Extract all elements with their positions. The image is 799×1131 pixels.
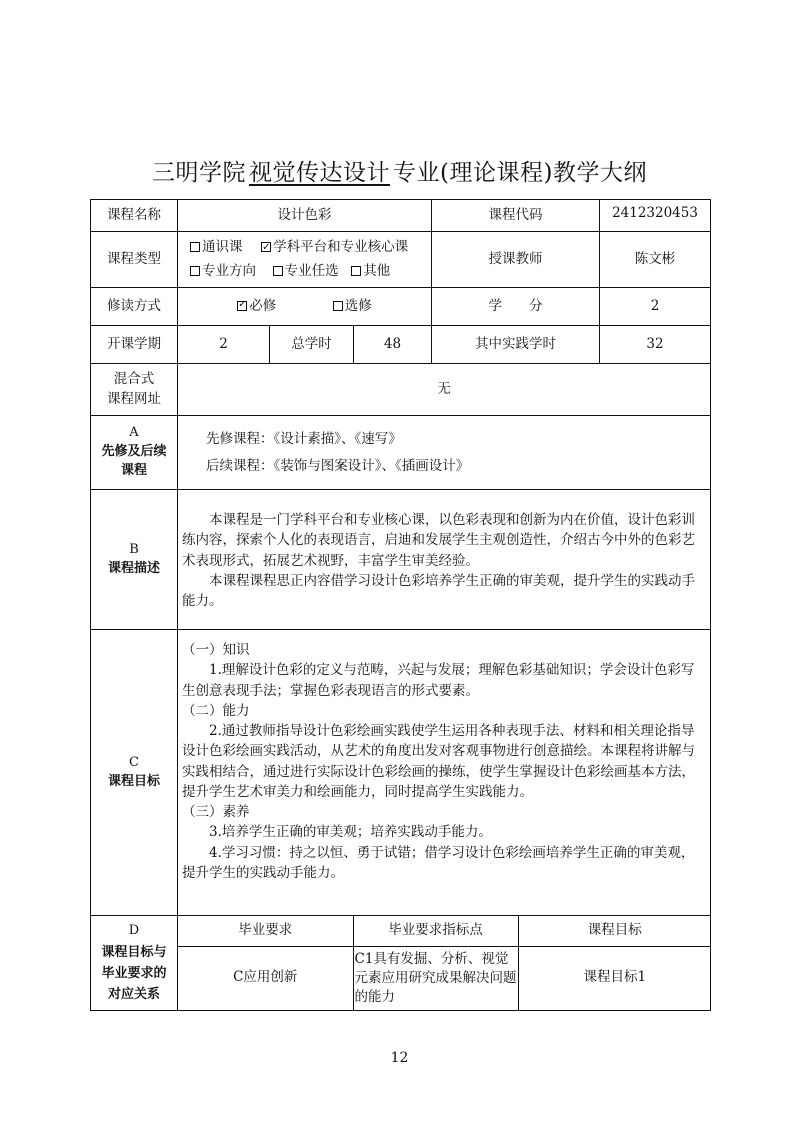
study-mode-options <box>178 288 432 326</box>
course-code-value: 2412320453 <box>600 200 711 232</box>
option-other[interactable]: 其他 <box>351 263 390 279</box>
description-paragraph: 本课程课程思正内容借学习设计色彩培养学生正确的审美观，提升学生的实践动手能力。 <box>182 572 695 609</box>
course-url-value: 无 <box>178 364 711 416</box>
course-name-label: 课程名称 <box>91 200 178 232</box>
option-general[interactable]: 通识课 <box>190 239 243 255</box>
semester-value: 2 <box>178 326 270 364</box>
checkbox-icon <box>190 266 200 276</box>
checkbox-checked-icon <box>261 242 271 252</box>
total-hours-label: 总学时 <box>270 326 354 364</box>
mapping-cell <box>178 916 711 1011</box>
section-c <box>91 630 711 916</box>
page-number: 12 <box>390 1050 409 1066</box>
teacher-value: 陈文彬 <box>600 232 711 288</box>
section-b <box>91 490 711 630</box>
objective-paragraph: 4.学习习惯：持之以恒、勇于试错；借学习设计色彩绘画培养学生正确的审美观，提升学生的实践动手能力。 <box>182 844 695 881</box>
page-title: 三明学院 视觉传达设计 专业(理论课程)教学大纲 <box>152 160 647 186</box>
section-d <box>91 916 711 1011</box>
practice-hours-value: 32 <box>600 326 711 364</box>
objective-heading: （一）知识 <box>182 642 250 658</box>
major-name: 视觉传达设计 <box>249 160 391 186</box>
option-core[interactable]: ✓ 学科平台和专业核心课 <box>261 239 408 255</box>
mapping-header-row <box>178 916 711 946</box>
credit-value: 2 <box>600 288 711 326</box>
row-course-name <box>91 200 711 232</box>
requirement-indicator: C1具有发掘、分析、视觉元素应用研究成果解决问题的能力 <box>353 946 518 1010</box>
teacher-label: 授课教师 <box>432 232 600 288</box>
graduation-requirement: C应用创新 <box>178 946 353 1010</box>
objective-paragraph: 1.理解设计色彩的定义与范畴，兴起与发展；理解色彩基础知识；学会设计色彩写生创意表现手法；掌握色彩表现语言的形式要素。 <box>182 662 695 699</box>
option-elective[interactable]: 选修 <box>333 298 372 314</box>
objective-paragraph: 2.通过教师指导设计色彩绘画实践使学生运用各种表现手法、材料和相关理论指导设计色彩绘画实践活动，从艺术的角度出发对客观事物进行创意描绘。本课程将讲解与实践相结合，通过进行实际设计色彩绘画的操练，使学生掌握设计色彩绘画基本方法，提升学生艺术审美力和绘画能力，同时提高学生实践能力。 <box>182 723 695 800</box>
checkbox-icon <box>273 266 283 276</box>
mapping-table <box>178 916 711 1010</box>
row-course-type <box>91 232 711 288</box>
section-a <box>91 416 711 490</box>
practice-hours-label: 其中实践学时 <box>432 326 600 364</box>
section-c-content <box>178 630 711 916</box>
course-type-label: 课程类型 <box>91 232 178 288</box>
checkbox-icon <box>190 242 200 252</box>
option-optional[interactable]: 专业任选 <box>273 263 339 279</box>
checkbox-icon <box>351 266 361 276</box>
mapping-header: 课程目标 <box>518 916 711 946</box>
course-name-value: 设计色彩 <box>178 200 432 232</box>
description-paragraph: 本课程是一门学科平台和专业核心课，以色彩表现和创新为内在价值，设计色彩训练内容，探索个人化的表现语言，启迪和发展学生主观创造性，介绍古今中外的色彩艺术表现形式，拓展艺术视野，丰富学生审美经验。 <box>182 512 695 569</box>
option-direction[interactable]: 专业方向 <box>190 263 256 279</box>
course-url-label: 混合式 课程网址 <box>91 364 178 416</box>
checkbox-checked-icon <box>237 301 247 311</box>
course-objective: 课程目标1 <box>518 946 711 1010</box>
mapping-header: 毕业要求 <box>178 916 353 946</box>
section-b-label: B 课程描述 <box>91 490 178 630</box>
objective-paragraph: 3.培养学生正确的审美观；培养实践动手能力。 <box>209 824 492 841</box>
total-hours-value: 48 <box>354 326 432 364</box>
semester-label: 开课学期 <box>91 326 178 364</box>
section-b-content <box>178 490 711 630</box>
course-type-options <box>178 232 432 288</box>
mapping-header: 毕业要求指标点 <box>353 916 518 946</box>
followup-courses: 后续课程：《装饰与图案设计》、《插画设计》 <box>206 457 470 474</box>
mapping-row <box>178 946 711 1010</box>
section-c-label: C 课程目标 <box>91 630 178 916</box>
objective-heading: （二）能力 <box>182 702 250 719</box>
section-a-label: A 先修及后续 课程 <box>91 416 178 490</box>
row-course-url <box>91 364 711 416</box>
section-d-label: D 课程目标与 毕业要求的 对应关系 <box>91 916 178 1011</box>
syllabus-table <box>90 199 711 1011</box>
credit-label: 学 分 <box>432 288 600 326</box>
option-required[interactable]: ✓ 必修 <box>237 298 276 314</box>
row-semester <box>91 326 711 364</box>
objective-heading: （三）素养 <box>182 804 250 820</box>
section-a-content <box>178 416 711 490</box>
checkbox-icon <box>333 301 343 311</box>
prereq-courses: 先修课程：《设计素描》、《速写》 <box>206 430 402 447</box>
row-study-mode <box>91 288 711 326</box>
study-mode-label: 修读方式 <box>91 288 178 326</box>
course-code-label: 课程代码 <box>432 200 600 232</box>
